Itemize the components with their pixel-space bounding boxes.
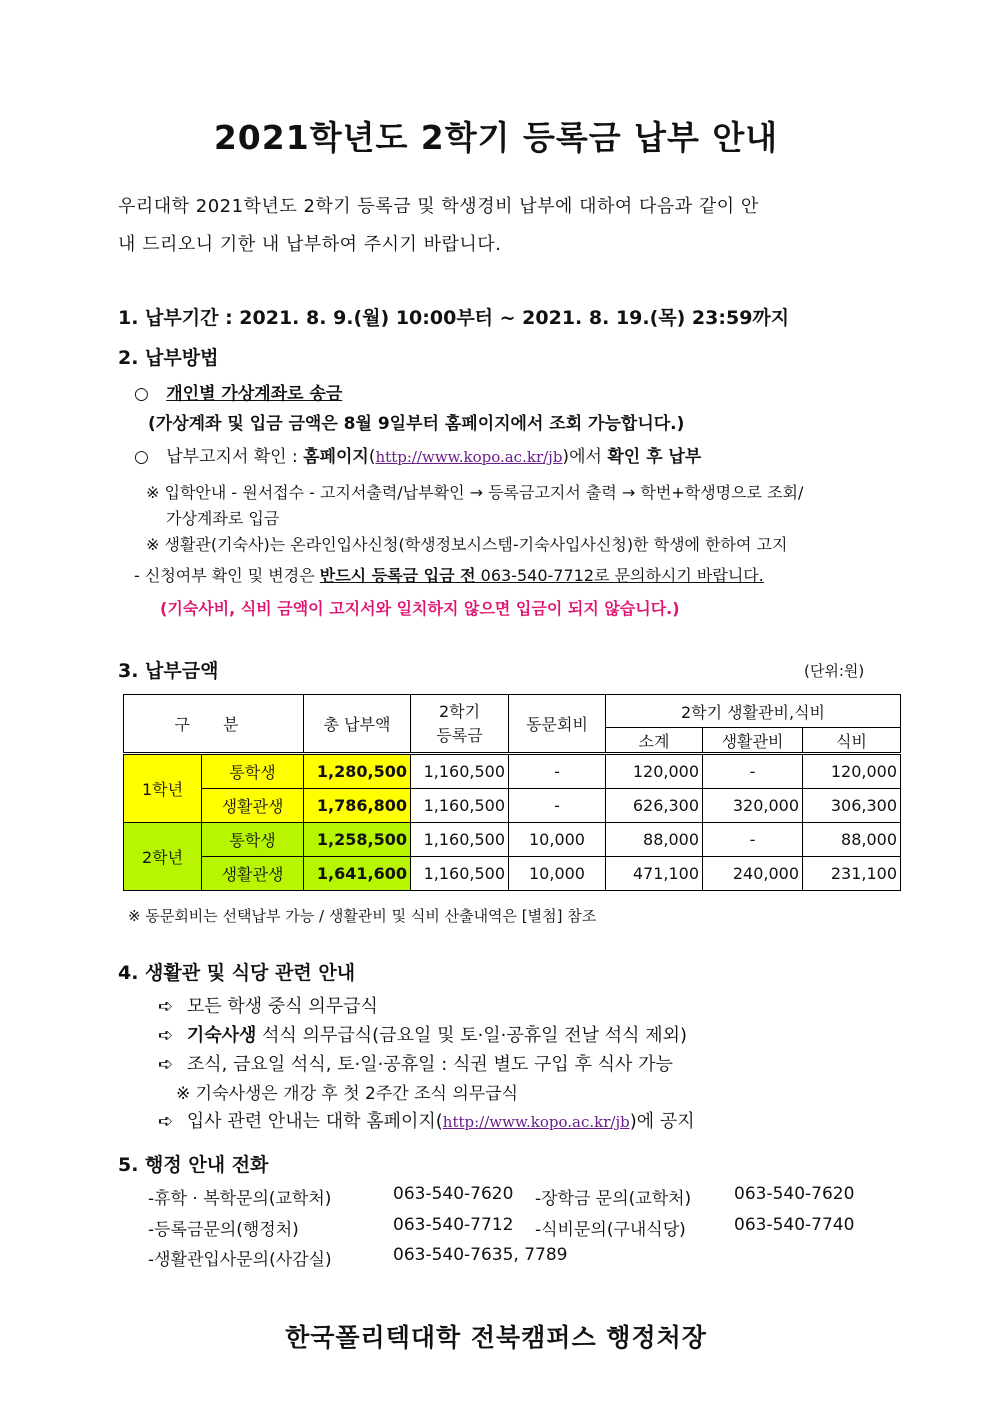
total-cell: 1,786,800 xyxy=(304,789,411,823)
contact-label: -장학금 문의(교학처) xyxy=(535,1189,692,1209)
dorm-cell: - xyxy=(703,823,803,857)
dining-item-4-pre: 입사 관련 안내는 대학 홈페이지( xyxy=(186,1111,443,1132)
table-row xyxy=(124,857,901,891)
table-footnote: ※ 동문회비는 선택납부 가능 / 생활관비 및 식비 산출내역은 [별첨] 참조 xyxy=(128,907,597,925)
header-dorm: 생활관비 xyxy=(703,728,803,754)
meal-cell: 231,100 xyxy=(803,857,901,891)
note-1b: 가상계좌로 입금 xyxy=(166,509,280,528)
alumni-cell: 10,000 xyxy=(509,857,606,891)
signature: 한국폴리텍대학 전북캠퍼스 행정처장 xyxy=(285,1323,707,1352)
bullet-1-note: (가상계좌 및 입금 금액은 8월 9일부터 홈페이지에서 조회 가능합니다.) xyxy=(148,414,685,434)
bullet-1 xyxy=(134,379,342,404)
dining-item-3 xyxy=(158,1050,673,1076)
subtotal-cell: 120,000 xyxy=(606,754,703,789)
unit-label: (단위:원) xyxy=(804,662,865,680)
contact-label: -휴학 · 복학문의(교학처) xyxy=(148,1189,332,1209)
dining-item-3-note: ※ 기숙사생은 개강 후 첫 2주간 조식 의무급식 xyxy=(176,1084,519,1104)
contact-phone: 063-540-7620 xyxy=(393,1184,514,1204)
contact-phone: 063-540-7712 xyxy=(393,1215,514,1235)
section-2-heading: 2. 납부방법 xyxy=(118,347,219,369)
homepage-link[interactable]: http://www.kopo.ac.kr/jb xyxy=(442,1113,630,1131)
fee-table xyxy=(123,694,901,891)
note-2: ※ 생활관(기숙사)는 온라인입사신청(학생정보시스템-기숙사입사신청)한 학생에 한하여 고지 xyxy=(146,535,788,554)
bullet-2-end: 확인 후 납부 xyxy=(607,447,702,467)
contact-label: -등록금문의(행정처) xyxy=(148,1220,299,1240)
dorm-cell: 240,000 xyxy=(703,857,803,891)
section-5-heading: 5. 행정 안내 전화 xyxy=(118,1154,269,1176)
total-cell: 1,641,600 xyxy=(304,857,411,891)
section-1-heading: 1. 납부기간 : 2021. 8. 9.(월) 10:00부터 ~ 2021. 8. 19.(목) 23:59까지 xyxy=(118,307,790,329)
tuition-cell: 1,160,500 xyxy=(411,857,509,891)
table-row xyxy=(124,754,901,789)
bullet-2-pre: 납부고지서 확인 : xyxy=(166,447,304,467)
tuition-cell: 1,160,500 xyxy=(411,789,509,823)
intro-line-1: 우리대학 2021학년도 2학기 등록금 및 학생경비 납부에 대하여 다음과 같이 안 xyxy=(118,196,759,217)
type-cell: 생활관생 xyxy=(202,789,304,823)
meal-cell: 88,000 xyxy=(803,823,901,857)
bullet-2-home: 홈페이지 xyxy=(303,447,369,467)
type-cell: 통학생 xyxy=(202,754,304,789)
header-total: 총 납부액 xyxy=(304,695,411,754)
note-3-post: 063-540-7712로 문의하시기 바랍니다. xyxy=(475,566,764,585)
dining-item-3-text: 조식, 금요일 석식, 토·일·공휴일 : 식권 별도 구입 후 식사 가능 xyxy=(186,1054,673,1075)
note-3-pre: - 신청여부 확인 및 변경은 xyxy=(134,566,320,585)
subtotal-cell: 88,000 xyxy=(606,823,703,857)
header-meal: 식비 xyxy=(803,728,901,754)
tuition-cell: 1,160,500 xyxy=(411,754,509,789)
pointing-hand-icon: ➪ xyxy=(158,1054,174,1075)
contact-phone: 063-540-7620 xyxy=(734,1184,855,1204)
homepage-link[interactable]: http://www.kopo.ac.kr/jb xyxy=(375,448,563,466)
header-alumni: 동문회비 xyxy=(509,695,606,754)
bullet-1-text: 개인별 가상계좌로 송금 xyxy=(166,384,343,404)
dining-item-4-post: )에 공지 xyxy=(629,1111,695,1132)
section-4-heading: 4. 생활관 및 식당 관련 안내 xyxy=(118,962,356,984)
contact-phone: 063-540-7740 xyxy=(734,1215,855,1235)
bullet-mark: ○ xyxy=(134,447,149,467)
note-3-bold: 반드시 등록금 입금 전 xyxy=(319,566,476,585)
total-cell: 1,280,500 xyxy=(304,754,411,789)
dining-item-1 xyxy=(158,992,378,1018)
total-cell: 1,258,500 xyxy=(304,823,411,857)
table-row xyxy=(124,789,901,823)
table-row xyxy=(124,823,901,857)
pointing-hand-icon: ➪ xyxy=(158,1111,174,1132)
pointing-hand-icon: ➪ xyxy=(158,996,174,1017)
header-living-group: 2학기 생활관비,식비 xyxy=(606,695,901,728)
dining-item-4 xyxy=(158,1107,695,1133)
subtotal-cell: 626,300 xyxy=(606,789,703,823)
bullet-2-mid: 에서 xyxy=(569,447,608,467)
bullet-2: ○ 납부고지서 확인 : 홈페이지(http://www.kopo.ac.kr/jb)에서 확인 후 납부 xyxy=(134,447,702,467)
dining-item-2-text: 석식 의무급식(금요일 및 토·일·공휴일 전날 석식 제외) xyxy=(256,1025,688,1046)
section-3-heading: 3. 납부금액 xyxy=(118,660,219,682)
header-subtotal: 소계 xyxy=(606,728,703,754)
note-3 xyxy=(134,563,764,586)
intro-line-2: 내 드리오니 기한 내 납부하여 주시기 바랍니다. xyxy=(118,234,502,255)
subtotal-cell: 471,100 xyxy=(606,857,703,891)
header-category: 구 분 xyxy=(124,695,304,754)
dorm-cell: 320,000 xyxy=(703,789,803,823)
tuition-cell: 1,160,500 xyxy=(411,823,509,857)
header-tuition-line2: 등록금 xyxy=(436,725,483,745)
warning-text: (기숙사비, 식비 금액이 고지서와 일치하지 않으면 입금이 되지 않습니다.) xyxy=(160,599,680,618)
alumni-cell: - xyxy=(509,754,606,789)
header-tuition-line1: 2학기 xyxy=(438,701,481,721)
alumni-cell: - xyxy=(509,789,606,823)
bullet-mark: ○ xyxy=(134,384,149,404)
header-tuition xyxy=(411,695,509,754)
contact-phone: 063-540-7635, 7789 xyxy=(393,1245,568,1265)
year-cell: 2학년 xyxy=(124,823,202,891)
dining-item-2-bold: 기숙사생 xyxy=(186,1025,257,1046)
contact-label: -식비문의(구내식당) xyxy=(535,1220,686,1240)
meal-cell: 120,000 xyxy=(803,754,901,789)
dining-item-2 xyxy=(158,1021,687,1047)
meal-cell: 306,300 xyxy=(803,789,901,823)
note-1a: ※ 입학안내 - 원서접수 - 고지서출력/납부확인 → 등록금고지서 출력 → 학번+학생명으로 조회/ xyxy=(146,483,804,502)
dorm-cell: - xyxy=(703,754,803,789)
type-cell: 통학생 xyxy=(202,823,304,857)
alumni-cell: 10,000 xyxy=(509,823,606,857)
pointing-hand-icon: ➪ xyxy=(158,1025,174,1046)
year-cell: 1학년 xyxy=(124,754,202,823)
page-title: 2021학년도 2학기 등록금 납부 안내 xyxy=(213,118,779,157)
dining-item-1-text: 모든 학생 중식 의무급식 xyxy=(186,996,378,1017)
contact-label: -생활관입사문의(사감실) xyxy=(148,1250,332,1270)
type-cell: 생활관생 xyxy=(202,857,304,891)
